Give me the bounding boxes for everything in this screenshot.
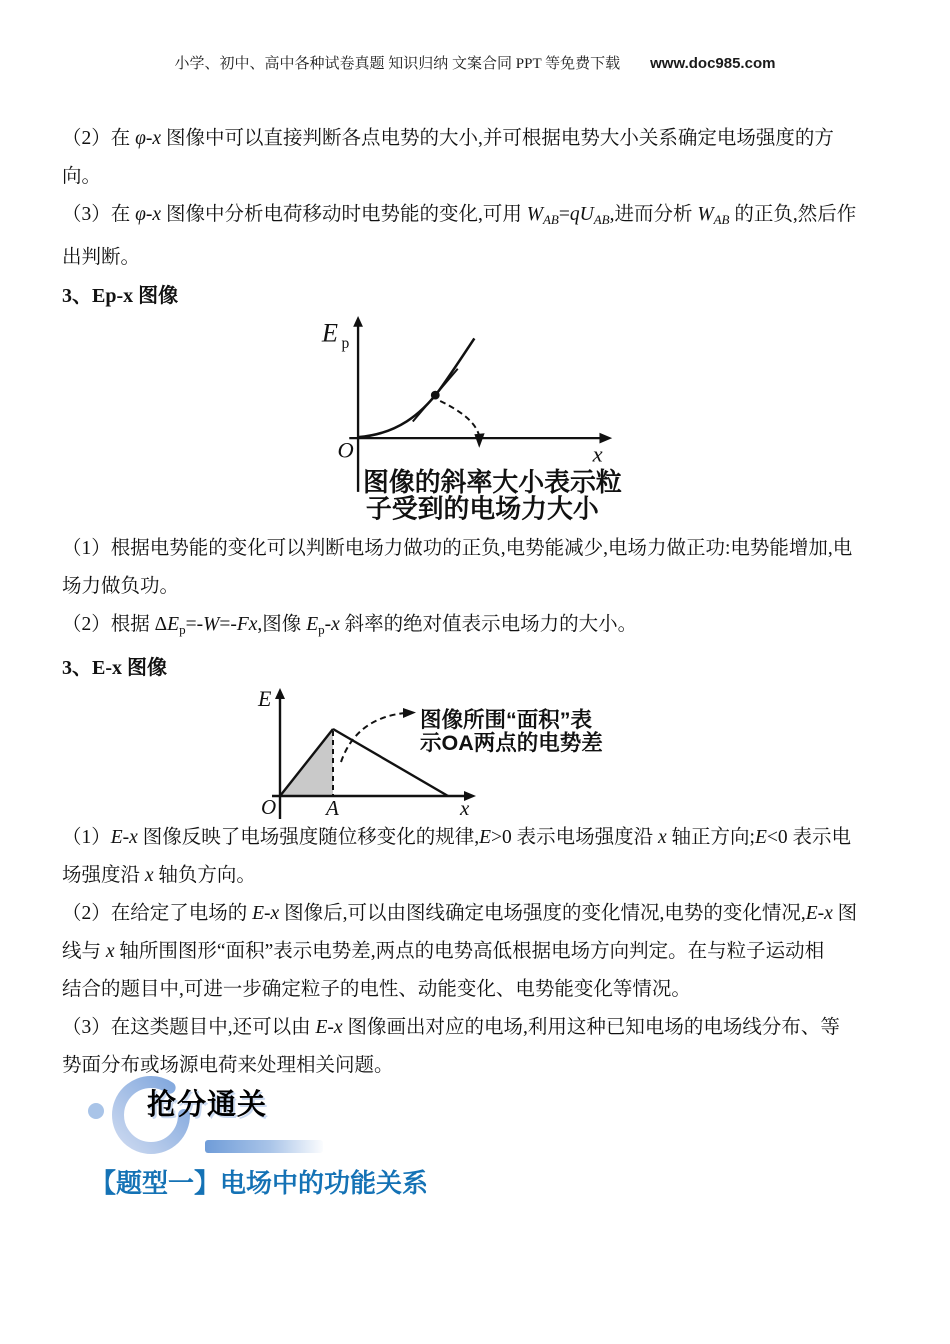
paragraph-phi-2 bbox=[62, 120, 888, 196]
y-axis-arrow bbox=[275, 688, 285, 699]
ep-curve bbox=[358, 338, 474, 437]
paragraph-ep-2 bbox=[62, 606, 888, 649]
text-line: （3）在这类题目中,还可以由 E-x 图像画出对应的电场,利用这种已知电场的电场线分布、等 bbox=[62, 1017, 840, 1038]
text-line: 势面分布或场源电荷来处理相关问题。 bbox=[62, 1055, 394, 1076]
x-axis-label: x bbox=[592, 441, 603, 467]
graph-caption-line2: 示OA两点的电势差 bbox=[420, 731, 603, 755]
origin-label: O bbox=[337, 437, 354, 463]
text-line: 出判断。 bbox=[62, 247, 141, 268]
graph-caption-line2: 子受到的电场力大小 bbox=[365, 495, 599, 524]
y-axis-label: E bbox=[258, 687, 272, 711]
ep-x-graph bbox=[280, 315, 700, 530]
text-line: （2）在给定了电场的 E-x 图像后,可以由图线确定电场强度的变化情况,电势的变化情况,E-x 图 bbox=[62, 903, 858, 924]
y-axis-label: E bbox=[321, 317, 339, 348]
text-line: （1）E-x 图像反映了电场强度随位移变化的规律,E>0 表示电场强度沿 x 轴正方向;E<0 表示电 bbox=[62, 827, 852, 848]
topic-heading: 【题型一】电场中的功能关系 bbox=[90, 1168, 429, 1198]
paragraph-ex-1 bbox=[62, 819, 888, 895]
paragraph-ep-1 bbox=[62, 530, 888, 606]
graph-caption-line1: 图像所围“面积”表 bbox=[420, 708, 593, 732]
text-line: 场强度沿 x 轴负方向。 bbox=[62, 865, 256, 886]
graph-caption-line1: 图像的斜率大小表示粒 bbox=[362, 468, 622, 497]
header-promo-text: 小学、初中、高中各种试卷真题 知识归纳 文案合同 PPT 等免费下载 bbox=[174, 56, 621, 72]
site-url: www.doc985.com bbox=[650, 55, 776, 72]
y-axis-arrow bbox=[353, 316, 363, 327]
main-text-column bbox=[62, 120, 888, 1085]
logo-dot-icon bbox=[88, 1103, 104, 1119]
brand-underline-bar bbox=[205, 1140, 323, 1153]
heading-ep-x: 3、Ep-x 图像 bbox=[62, 285, 179, 307]
text-line: （2）在 φ-x 图像中可以直接判断各点电势的大小,并可根据电势大小关系确定电场强度的方 bbox=[62, 128, 834, 149]
text-line: （1）根据电势能的变化可以判断电场力做功的正负,电势能减少,电场力做正功:电势能增加,电 bbox=[62, 538, 853, 559]
origin-label: O bbox=[261, 795, 277, 819]
text-line: （2）根据 $\Delta E_p=-W=-Fx$,图像 $E_p-x$ 斜率的绝对值表示电场力的大小。 bbox=[62, 614, 638, 637]
pointer-dashed-arrow bbox=[341, 713, 405, 762]
x-axis-label: x bbox=[460, 796, 470, 819]
text-line: 场力做负功。 bbox=[62, 576, 180, 597]
page-header bbox=[0, 52, 950, 76]
e-x-graph bbox=[240, 687, 670, 819]
paragraph-ex-2 bbox=[62, 895, 888, 1009]
point-marker bbox=[431, 391, 440, 400]
y-axis-label-sub: p bbox=[341, 335, 350, 353]
text-line: 向。 bbox=[62, 166, 102, 187]
paragraph-phi-3 bbox=[62, 196, 888, 277]
text-line: 线与 x 轴所围图形“面积”表示电势差,两点的电势高低根据电场方向判定。在与粒子运动相 bbox=[62, 941, 825, 962]
pointer-arrowhead bbox=[403, 708, 416, 718]
heading-e-x: 3、E-x 图像 bbox=[62, 657, 167, 679]
brand-title: 抢分通关 bbox=[147, 1089, 268, 1121]
pointer-arrowhead bbox=[474, 433, 484, 448]
point-a-label: A bbox=[326, 796, 339, 819]
text-line: （3）在 φ-x 图像中分析电荷移动时电势能的变化,可用 $W_{AB}=qU_{AB}$,进而分析 $W_{AB}$ 的正负,然后作 bbox=[62, 204, 857, 227]
pointer-dashed-arrow bbox=[440, 401, 479, 436]
text-line: 结合的题目中,可进一步确定粒子的电性、动能变化、电势能变化等情况。 bbox=[62, 979, 691, 1000]
brand-logo bbox=[85, 1073, 395, 1169]
